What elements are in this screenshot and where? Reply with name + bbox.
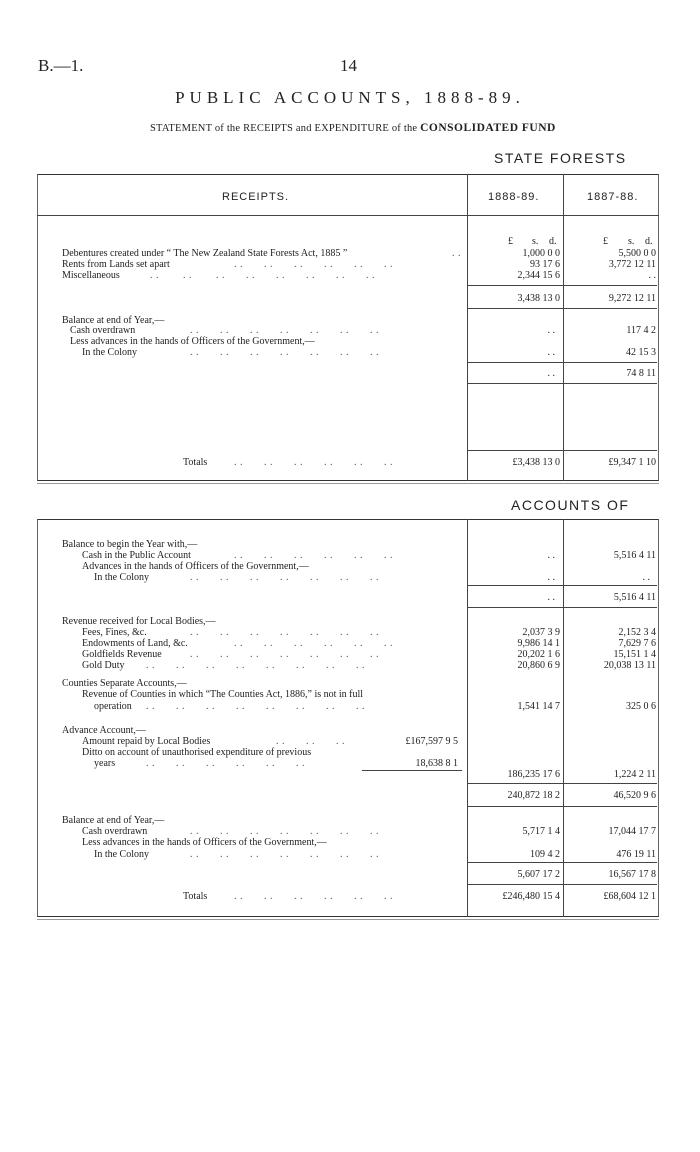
leader-dots: . . . . . . . . . . . . . . [190,325,379,336]
table-bottom-rule-double [37,919,659,920]
row-label: In the Colony [94,849,149,860]
totals-row [0,457,700,468]
value-1887-88: 46,520 9 6 [613,790,656,801]
column-header-1888-89: 1888-89. [488,191,540,203]
table-row [0,725,700,736]
table-row [0,678,700,689]
value-1888-89: 93 17 6 [530,259,560,270]
value-1888-89: . . [547,572,555,583]
value-1888-89: . . [547,592,555,603]
row-label: Amount repaid by Local Bodies [82,736,211,747]
table-row [0,689,700,700]
value-1887-88: 325 0 6 [626,701,656,712]
total-1888-89: £3,438 13 0 [512,457,560,468]
section-heading-state-forests: STATE FORESTS [494,150,627,166]
table-row [0,837,700,848]
subtotal-rule [467,607,657,608]
subtotal-rule [467,585,657,586]
table-row [0,736,700,747]
unit-pence: d. [645,236,653,247]
value-1888-89: 20,860 6 9 [517,660,560,671]
subtotal-row [0,293,700,304]
unit-shillings: s. [532,236,539,247]
value-1887-88: 5,516 4 11 [613,592,656,603]
leader-dots: . . [452,248,461,259]
totals-rule [467,884,657,885]
unit-pounds: £ [603,236,608,247]
page-title: PUBLIC ACCOUNTS, 1888-89. [175,88,525,107]
totals-rule [467,450,657,451]
value-1888-89: 240,872 18 2 [507,790,560,801]
subtotal-row [0,368,700,379]
subtitle-prefix: STATEMENT of the RECEIPTS and EXPENDITURE of the [150,123,418,134]
table-row [0,539,700,550]
subtotal-rule [467,362,657,363]
value-1888-89: . . [547,325,555,336]
row-label: operation [94,701,132,712]
row-label: years [94,758,116,769]
leader-dots: . . . . . . . . . . . . . . [190,572,379,583]
unit-pounds: £ [508,236,513,247]
row-label: Gold Duty [82,660,125,671]
subtotal-row [0,790,700,801]
value-1887-88: 15,151 1 4 [613,649,656,660]
value-1888-89: 5,717 1 4 [522,826,560,837]
value-1888-89: 9,986 14 1 [517,638,560,649]
value-1888-89: . . [547,347,555,358]
value-1887-88: 476 19 11 [616,849,656,860]
subtotal-row [0,592,700,603]
row-label: Goldfields Revenue [82,649,162,660]
table-row [0,572,700,583]
table-row [0,769,700,780]
table-row [0,747,700,758]
row-label: Balance to begin the Year with,— [62,539,198,550]
table-row [0,701,700,712]
leader-dots: . . . . . . . . . . . . [234,638,393,649]
row-label: Cash overdrawn [70,325,136,336]
leader-dots: . . . . . . . . . . . . . . [190,347,379,358]
total-1888-89: £246,480 15 4 [502,891,560,902]
value-1887-88: 17,044 17 7 [608,826,656,837]
column-header-1887-88: 1887-88. [587,191,639,203]
statement-subtitle [150,122,556,134]
table-row [0,336,700,347]
table-row [0,347,700,358]
subtotal-rule [467,783,657,784]
row-label: Balance at end of Year,— [62,815,165,826]
subtitle-emphasis: CONSOLIDATED FUND [420,122,556,134]
total-1887-88: £9,347 1 10 [608,457,656,468]
section-heading-accounts-of: ACCOUNTS OF [511,497,630,513]
value-1887-88: 117 4 2 [626,325,656,336]
value-1888-89: 1,541 14 7 [517,701,560,712]
leader-dots: . . . . . . . . . . . . [234,550,393,561]
subtotal-rule [467,806,657,807]
row-label: Counties Separate Accounts,— [62,678,187,689]
value-1888-89: 1,000 0 0 [522,248,560,259]
leader-dots: . . . . . . . . . . . . [234,891,393,902]
value-1888-89: 3,438 13 0 [517,293,560,304]
row-label: Revenue received for Local Bodies,— [62,616,216,627]
leader-dots: . . . . . . . . . . . . [234,457,393,468]
table-row [0,561,700,572]
document-code: B.—1. [38,56,84,75]
value-1888-89: . . [547,368,555,379]
leader-dots: . . . . . . . . . . . . . . [190,627,379,638]
unit-pence: d. [549,236,557,247]
leader-dots: . . . . . . . . . . . . [234,259,393,270]
inner-value: £167,597 9 5 [405,736,458,747]
row-label: Advance Account,— [62,725,146,736]
leader-dots: . . . . . . . . . . . . . . [190,849,379,860]
totals-label: Totals [183,457,208,468]
subtotal-rule [467,862,657,863]
table-row [0,849,700,860]
row-label: Advances in the hands of Officers of the Government,— [82,561,309,572]
value-1887-88: 74 8 11 [626,368,656,379]
row-label: Endowments of Land, &c. [82,638,188,649]
row-label: Cash overdrawn [82,826,148,837]
leader-dots: . . . . . . [276,736,345,747]
value-1888-89: 2,344 15 6 [517,270,560,281]
table-row [0,259,700,270]
row-label: Balance at end of Year,— [62,315,165,326]
value-1887-88: 9,272 12 11 [608,293,656,304]
table-row [0,660,700,671]
value-1888-89: . . [547,550,555,561]
leader-dots: . . . . . . . . . . . . . . . . [146,701,365,712]
value-1887-88: 5,516 4 11 [613,550,656,561]
row-label: Miscellaneous [62,270,120,281]
totals-label: Totals [183,891,208,902]
value-1887-88: 20,038 13 11 [603,660,656,671]
table-row [0,550,700,561]
value-1887-88: 42 15 3 [626,347,656,358]
table-row [0,638,700,649]
table-row [0,649,700,660]
table-row [0,270,700,281]
subtotal-rule [467,308,657,309]
subtotal-rule [467,383,657,384]
table-bottom-rule-double [37,483,659,484]
table-row [0,325,700,336]
subtotal-rule [467,285,657,286]
subtotal-row [0,869,700,880]
leader-dots: . . . . . . . . . . . . [146,758,305,769]
units-row [0,236,700,247]
row-label: In the Colony [82,347,137,358]
page-number: 14 [340,56,357,75]
table-row [0,758,700,769]
value-1888-89: 2,037 3 9 [522,627,560,638]
inner-value: 18,638 8 1 [415,758,458,769]
value-1887-88: . . [648,270,656,281]
row-label: Revenue of Counties in which “The Counties Act, 1886,” is not in full [82,689,364,700]
value-1887-88: . . [642,572,650,583]
table-header-rule [37,215,659,216]
total-1887-88: £68,604 12 1 [603,891,656,902]
row-label: Less advances in the hands of Officers of the Government,— [82,837,327,848]
row-label: In the Colony [94,572,149,583]
row-label: Ditto on account of unauthorised expenditure of previous [82,747,312,758]
table-row [0,627,700,638]
row-label: Debentures created under “ The New Zealand State Forests Act, 1885 ” [62,248,348,259]
value-1888-89: 5,607 17 2 [517,869,560,880]
leader-dots: . . . . . . . . . . . . . . [190,826,379,837]
table-row [0,826,700,837]
unit-shillings: s. [628,236,635,247]
value-1888-89: 186,235 17 6 [507,769,560,780]
row-label: Rents from Lands set apart [62,259,170,270]
value-1887-88: 16,567 17 8 [608,869,656,880]
leader-dots: . . . . . . . . . . . . . . [190,649,379,660]
value-1887-88: 3,772 12 11 [608,259,656,270]
leader-dots: . . . . . . . . . . . . . . . . [146,660,365,671]
table-row [0,248,700,259]
value-1887-88: 1,224 2 11 [613,769,656,780]
leader-dots: . . . . . . . . . . . . . . . . [150,270,375,281]
row-label: Less advances in the hands of Officers of the Government,— [70,336,315,347]
column-header-receipts: RECEIPTS. [222,191,290,203]
row-label: Fees, Fines, &c. [82,627,147,638]
value-1888-89: 20,202 1 6 [517,649,560,660]
table-row [0,815,700,826]
value-1887-88: 5,500 0 0 [618,248,656,259]
row-label: Cash in the Public Account [82,550,191,561]
totals-row [0,891,700,902]
value-1887-88: 7,629 7 6 [618,638,656,649]
value-1887-88: 2,152 3 4 [618,627,656,638]
value-1888-89: 109 4 2 [530,849,560,860]
table-row [0,616,700,627]
